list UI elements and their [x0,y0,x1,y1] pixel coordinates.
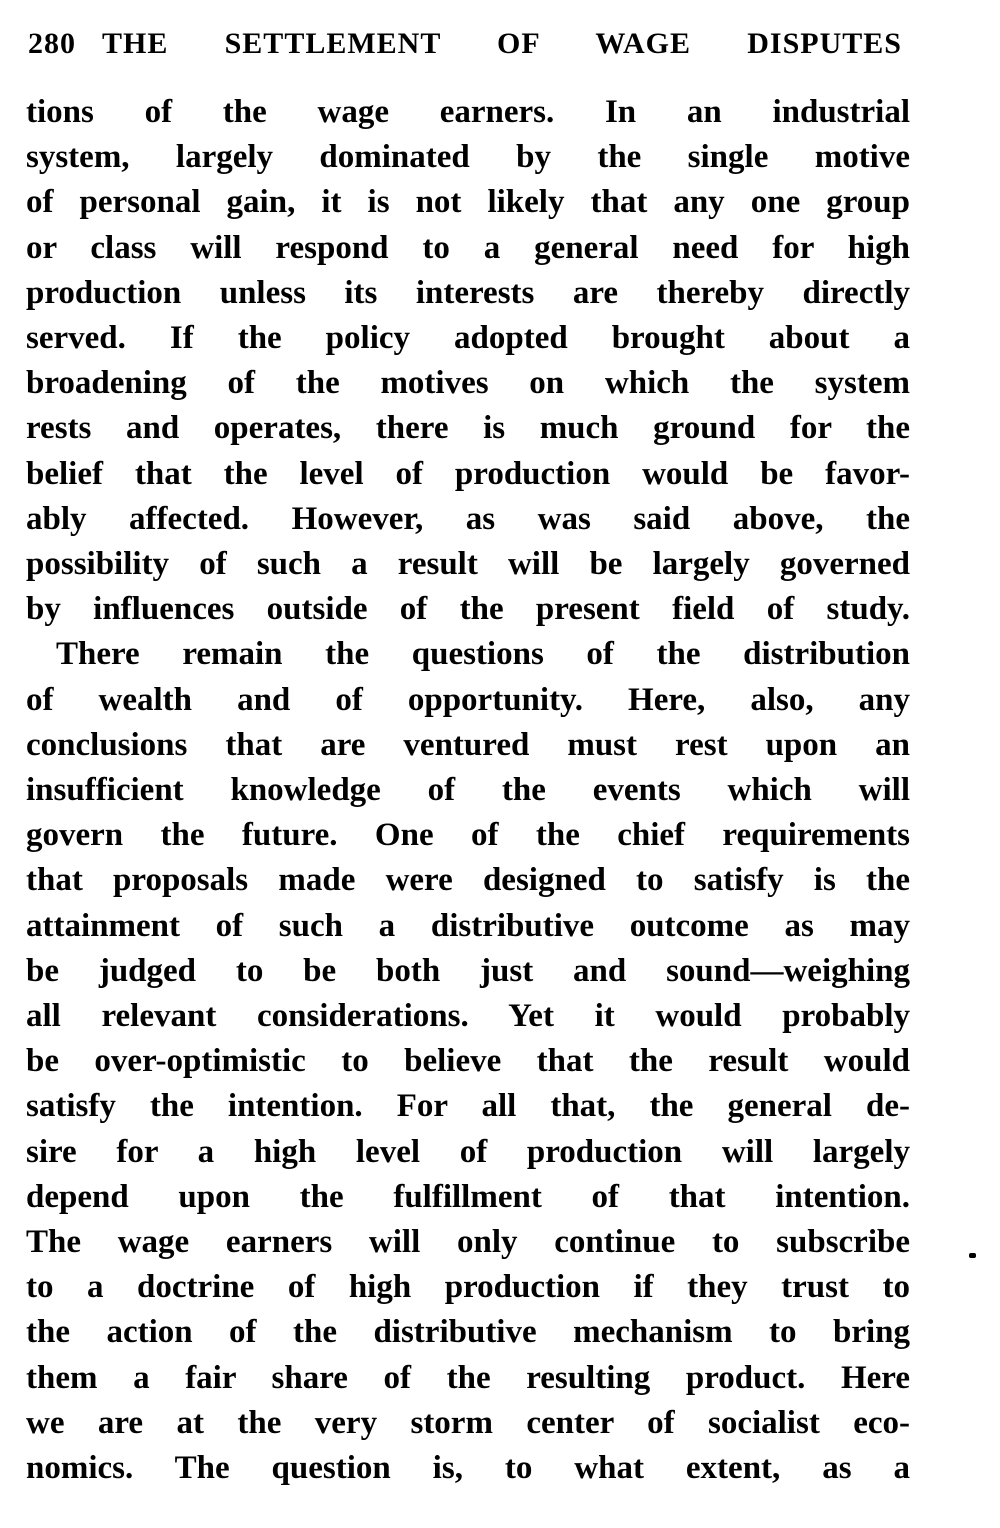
text-line: of personal gain, it is not likely that any one group [26,184,910,221]
text-line-paragraph-start: There remain the questions of the distribution [56,636,910,673]
text-line: be judged to be both just and sound—weighing [26,952,910,989]
text-line: to a doctrine of high production if they trust to [26,1269,910,1306]
text-line: served. If the policy adopted brought about a [26,320,910,357]
text-line: rests and operates, there is much ground for the [26,410,910,447]
text-line: govern the future. One of the chief requirements [26,817,910,854]
text-line: depend upon the fulfillment of that intention. [26,1178,910,1215]
running-header [28,26,902,62]
text-line: the action of the distributive mechanism to bring [26,1314,910,1351]
text-line: be over-optimistic to believe that the result would [26,1043,910,1080]
text-line: system, largely dominated by the single motive [26,139,910,176]
text-line: production unless its interests are thereby directly [26,274,910,311]
body-text [26,90,910,1491]
text-line: belief that the level of production would be favor- [26,455,910,492]
text-line: nomics. The question is, to what extent, as a [26,1450,910,1487]
text-line: of wealth and of opportunity. Here, also, any [26,681,910,718]
text-line: insufficient knowledge of the events which will [26,772,910,809]
text-line: attainment of such a distributive outcome as may [26,907,910,944]
text-line: The wage earners will only continue to subscribe [26,1224,910,1261]
running-title: THE SETTLEMENT OF WAGE DISPUTES [102,27,902,60]
text-line: sire for a high level of production will largely [26,1133,910,1170]
text-line: ably affected. However, as was said above, the [26,500,910,537]
text-line: by influences outside of the present field of study. [26,591,910,628]
text-line: all relevant considerations. Yet it would probably [26,998,910,1035]
text-line: conclusions that are ventured must rest upon an [26,726,910,763]
text-line: satisfy the intention. For all that, the general de- [26,1088,910,1125]
text-line: tions of the wage earners. In an industrial [26,94,910,130]
text-line: we are at the very storm center of socialist eco- [26,1404,910,1441]
text-line: or class will respond to a general need for high [26,229,910,266]
scan-speck-artifact [969,1253,976,1258]
page-number: 280 [28,27,76,60]
text-line: them a fair share of the resulting product. Here [26,1359,910,1396]
text-line: possibility of such a result will be largely governed [26,546,910,583]
text-line: broadening of the motives on which the system [26,365,910,402]
text-line: that proposals made were designed to satisfy is the [26,862,910,899]
